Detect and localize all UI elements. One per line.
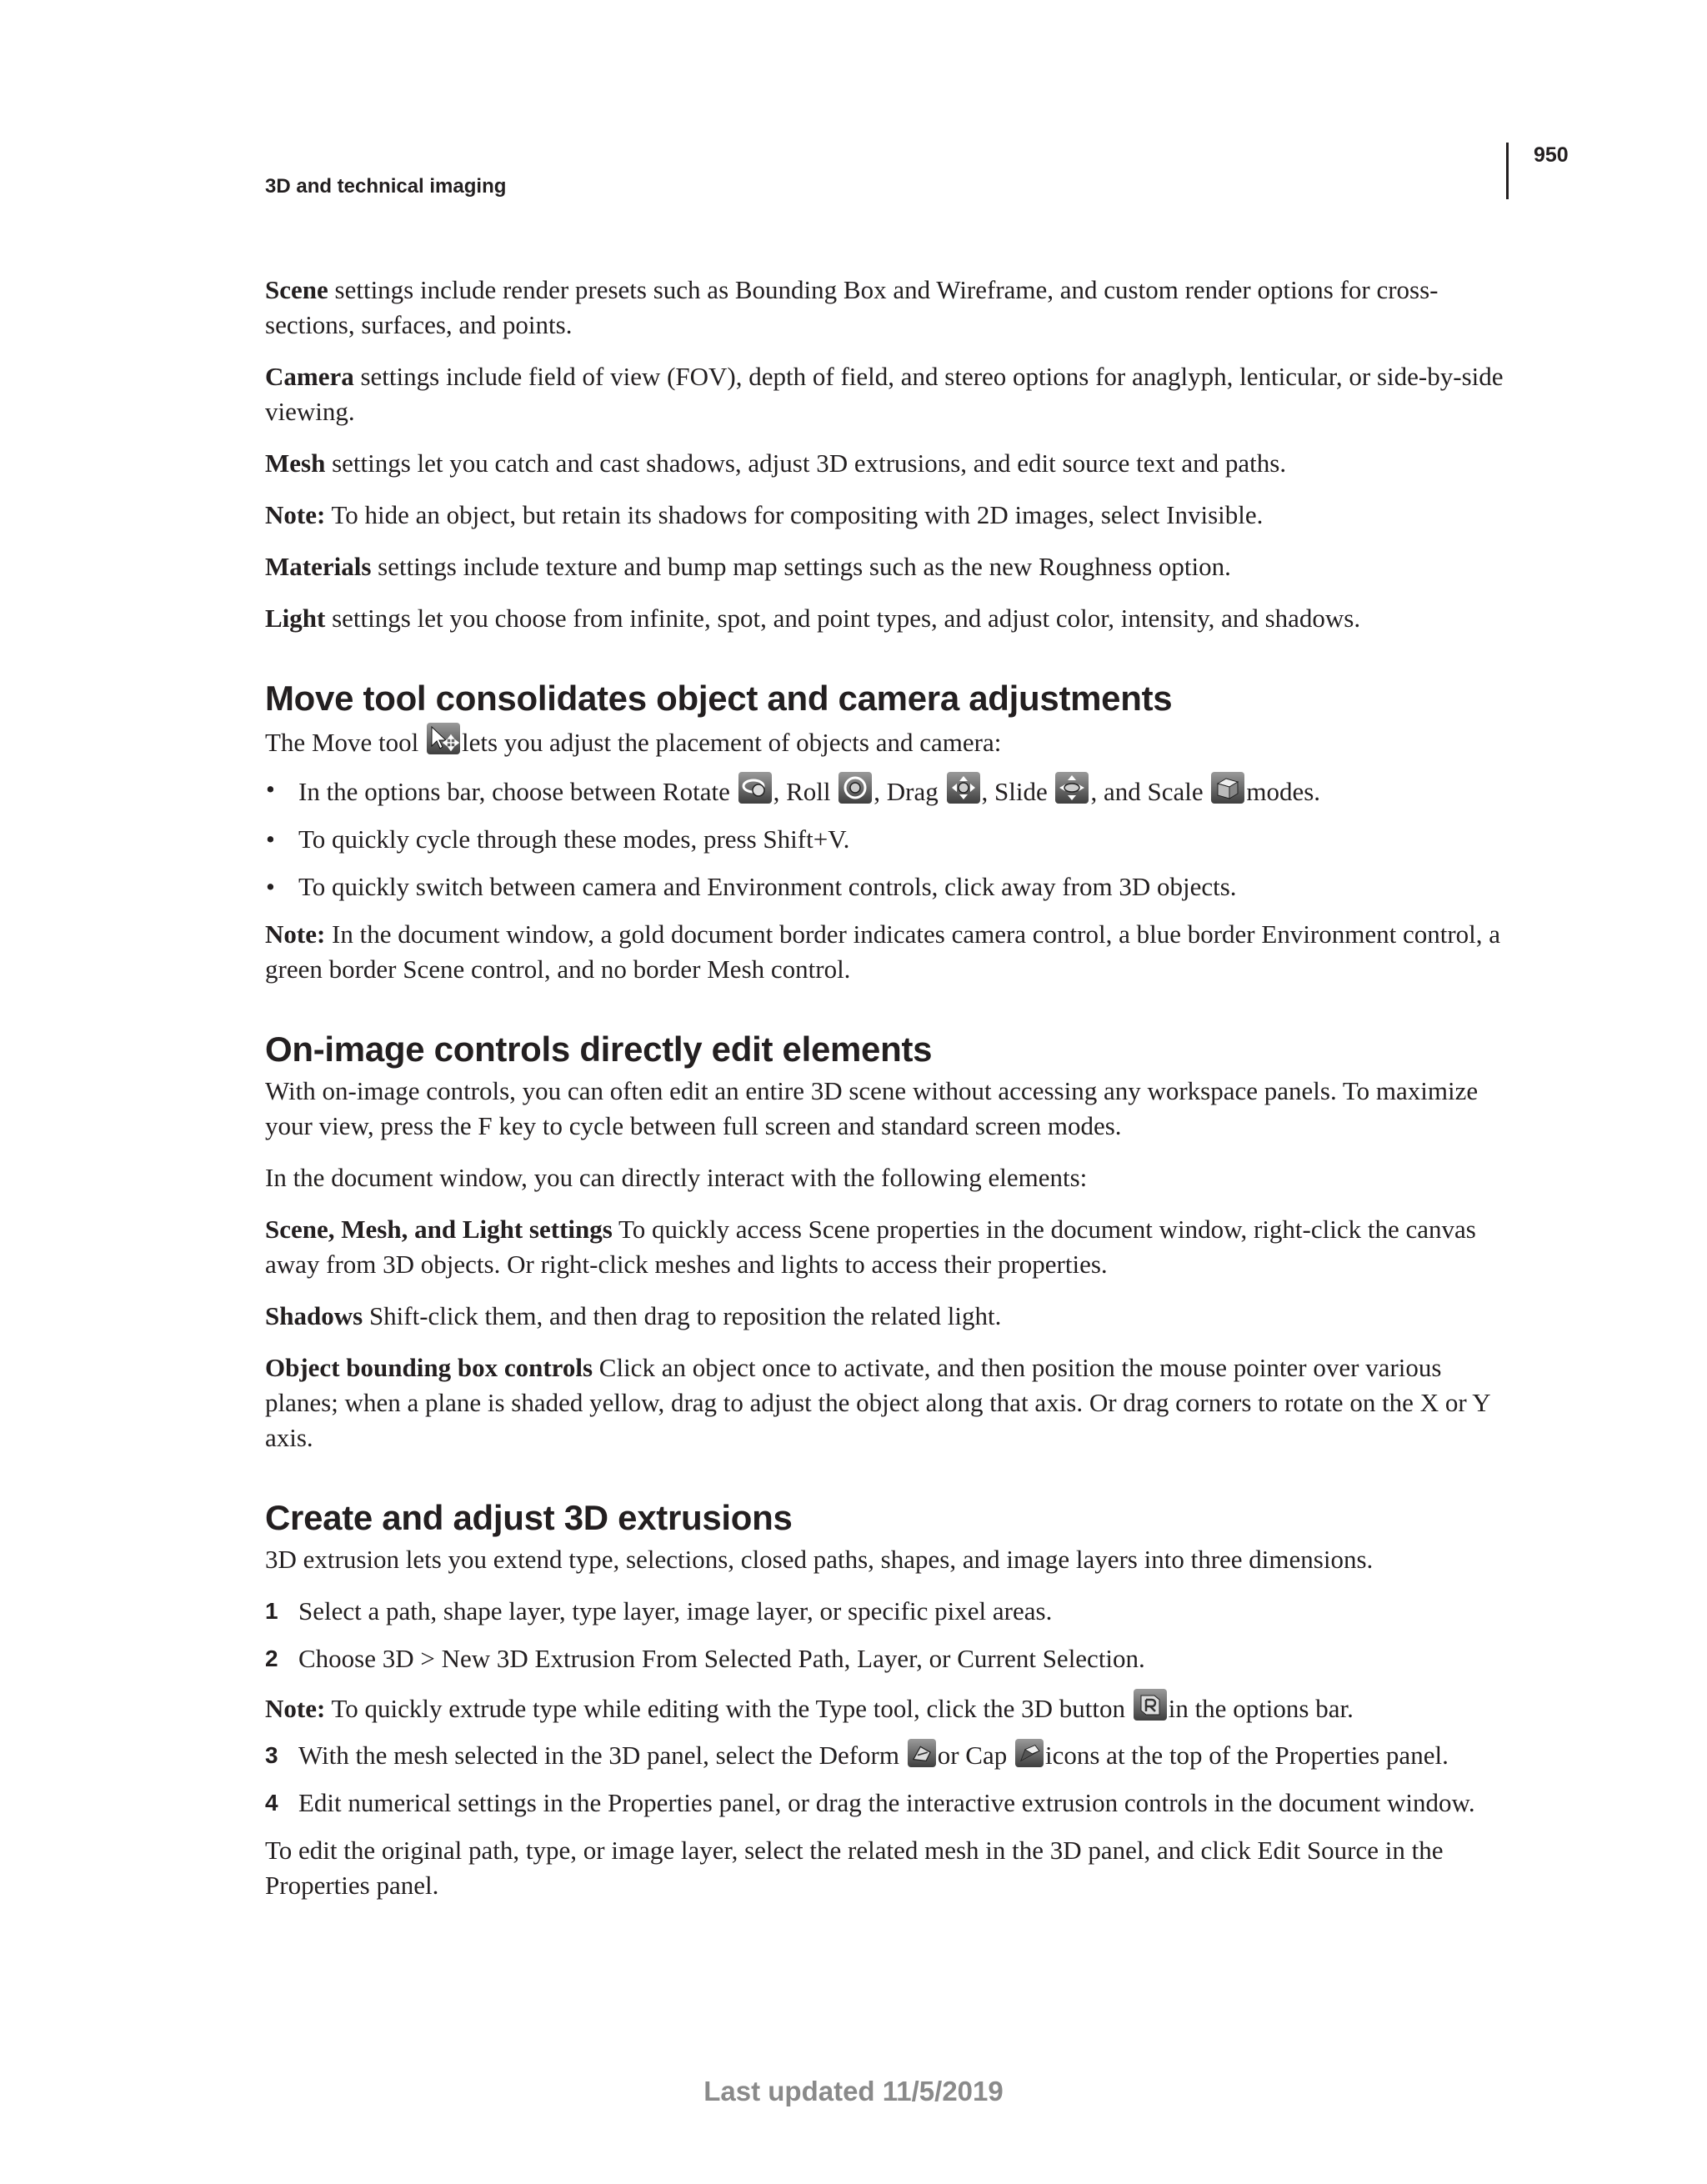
note-lead: Note: [265,500,326,529]
roll-icon [838,772,872,804]
move-tool-intro-text-after: lets you adjust the placement of objects and camera: [462,728,1002,757]
rotate-icon [738,772,772,804]
deform-icon [908,1739,936,1767]
list-item [265,1594,1515,1629]
camera-lead: Camera [265,362,354,391]
step-text: icons at the top of the Properties panel. [1045,1741,1449,1770]
list-item: • To quickly switch between camera and Environment controls, click away from 3D objects. [265,869,1515,904]
list-item: • To quickly cycle through these modes, press Shift+V. [265,822,1515,857]
step-number: 1 [265,1598,278,1624]
move-tool-intro [265,723,1515,760]
note-lead: Note: [265,1694,326,1723]
move-tool-intro-text: The Move tool [265,728,425,757]
mesh-text: settings let you catch and cast shadows, adjust 3D extrusions, and edit source text and paths. [325,448,1287,478]
note-text: To quickly extrude type while editing with the Type tool, click the 3D button [325,1694,1132,1723]
camera-text: settings include field of view (FOV), depth of field, and stereo options for anaglyph, lenticular, or side-by-side viewing. [265,362,1504,426]
step-number: 3 [265,1742,278,1768]
list-item [265,1786,1515,1821]
edit-source-paragraph: To edit the original path, type, or image layer, select the related mesh in the 3D panel, and click Edit Source in the Properties panel. [265,1836,1444,1900]
3d-button-icon [1134,1689,1167,1721]
step-text: or Cap [937,1741,1014,1770]
light-text: settings let you choose from infinite, spot, and point types, and adjust color, intensity, and shadows. [325,604,1361,633]
step-number: 2 [265,1646,278,1671]
bullet-text: , Drag [874,777,945,806]
note-lead: Note: [265,919,326,949]
shadows-item [265,1299,1515,1334]
step-text: Edit numerical settings in the Properties panel, or drag the interactive extrusion controls in the document window. [298,1788,1475,1817]
bullet-text: , and Scale [1090,777,1210,806]
on-image-paragraph-2: In the document window, you can directly interact with the following elements: [265,1163,1088,1192]
scene-text: settings include render presets such as Bounding Box and Wireframe, and custom render options for cross-sections, surfaces, and points. [265,275,1439,339]
extrude-type-note [265,1689,1515,1726]
list-item [265,1641,1515,1676]
on-image-controls-heading: On-image controls directly edit elements [265,1029,933,1069]
step-text: Select a path, shape layer, type layer, image layer, or specific pixel areas. [298,1596,1053,1625]
light-lead: Light [265,604,326,633]
note-text: To hide an object, but retain its shadows for compositing with 2D images, select Invisible. [325,500,1264,529]
scene-settings-paragraph [265,273,1515,343]
item-text: Click an object once to activate, and then position the mouse pointer over various planes; when a plane is shaded yellow, drag to adjust the object along that axis. Or drag corners to rotate on the X or Y axis. [265,1353,1490,1452]
extrusions-intro: 3D extrusion lets you extend type, selections, closed paths, shapes, and image layers into three dimensions. [265,1545,1374,1574]
materials-lead: Materials [265,552,372,581]
on-image-paragraph-1: With on-image controls, you can often edit an entire 3D scene without accessing any workspace panels. To maximize your view, press the F key to cycle between full screen and standard screen modes. [265,1076,1479,1140]
drag-icon [947,772,980,804]
step-text: With the mesh selected in the 3D panel, select the Deform [298,1741,906,1770]
bounding-box-item [265,1350,1515,1455]
last-updated-footer: Last updated 11/5/2019 [703,2076,1004,2106]
light-settings-paragraph [265,601,1515,636]
scene-lead: Scene [265,275,328,304]
section-title: 3D and technical imaging [265,175,507,198]
bullet-text: , Slide [981,777,1054,806]
item-lead: Shadows [265,1301,363,1330]
mesh-lead: Mesh [265,448,326,478]
item-text: To quickly access Scene properties in the document window, right-click the canvas away from 3D objects. Or right-click meshes and lights to access their properties. [265,1215,1476,1279]
border-color-note [265,917,1515,987]
invisible-note [265,498,1515,533]
move-tool-heading: Move tool consolidates object and camera adjustments [265,679,1173,718]
materials-settings-paragraph [265,549,1515,584]
extrusion-steps [265,1594,1515,1676]
list-item [265,772,1515,809]
materials-text: settings include texture and bump map settings such as the new Roughness option. [371,552,1231,581]
camera-settings-paragraph [265,359,1515,429]
note-text: In the document window, a gold document border indicates camera control, a blue border Environment control, a green border Scene control, and no border Mesh control. [265,919,1501,984]
step-number: 4 [265,1790,278,1816]
step-text: Choose 3D > New 3D Extrusion From Selected Path, Layer, or Current Selection. [298,1644,1145,1673]
extrusions-heading: Create and adjust 3D extrusions [265,1498,793,1537]
list-item [265,1738,1515,1773]
mesh-settings-paragraph [265,446,1515,481]
bullet-text: modes. [1246,777,1321,806]
item-text: Shift-click them, and then drag to reposition the related light. [363,1301,1002,1330]
scale-icon [1211,772,1244,804]
note-text-after: in the options bar. [1168,1694,1354,1723]
move-tool-bullets [265,772,1515,904]
item-lead: Scene, Mesh, and Light settings [265,1215,613,1244]
bullet-text: , Roll [773,777,838,806]
cap-icon [1015,1739,1044,1767]
page-number: 950 [1534,143,1569,167]
page-content [265,273,1515,1920]
slide-icon [1055,772,1089,804]
bullet-text: In the options bar, choose between Rotate [298,777,737,806]
scene-mesh-light-item [265,1212,1515,1282]
header-rule [1506,143,1509,199]
extrusion-steps-continued [265,1738,1515,1821]
move-tool-icon [427,723,460,754]
item-lead: Object bounding box controls [265,1353,593,1382]
